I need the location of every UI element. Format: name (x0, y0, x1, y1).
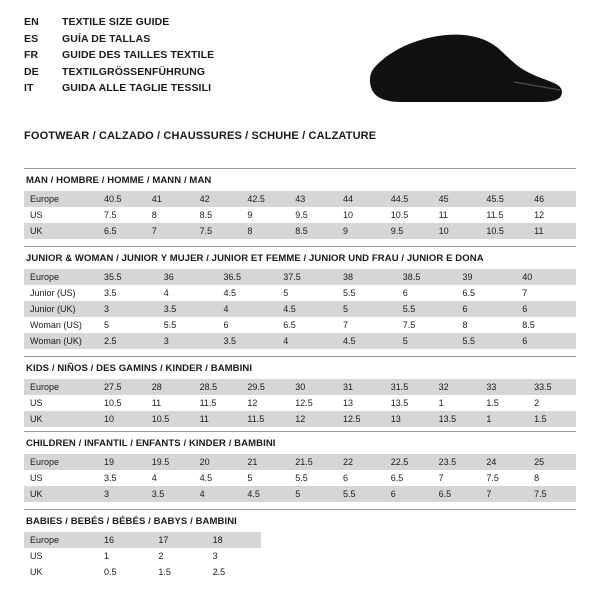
row-label: US (24, 395, 98, 411)
cell: 7.5 (480, 470, 528, 486)
row-label: UK (24, 223, 98, 239)
table-row (24, 333, 576, 349)
cell: 2.5 (98, 333, 158, 349)
language-title: TEXTILE SIZE GUIDE (62, 16, 170, 28)
cell: 1.5 (480, 395, 528, 411)
table-row (24, 411, 576, 427)
cell: 5 (98, 317, 158, 333)
cell: 1.5 (152, 564, 206, 580)
cell: 42.5 (241, 191, 289, 207)
table-row (24, 223, 576, 239)
category-heading: FOOTWEAR / CALZADO / CHAUSSURES / SCHUHE / CALZATURE (24, 130, 377, 142)
cell: 6.5 (385, 470, 433, 486)
cell: 4 (146, 470, 194, 486)
cell: 6 (516, 301, 576, 317)
cell: 38 (337, 269, 397, 285)
language-title-list (24, 14, 214, 97)
cell: 3.5 (98, 470, 146, 486)
cell: 4.5 (218, 285, 278, 301)
row-label: UK (24, 411, 98, 427)
cell: 44 (337, 191, 385, 207)
cell: 5.5 (337, 486, 385, 502)
cell: 18 (207, 532, 261, 548)
cell: 1.5 (528, 411, 576, 427)
cell: 9 (337, 223, 385, 239)
row-label: Woman (US) (24, 317, 98, 333)
cell: 45.5 (480, 191, 528, 207)
table-row (24, 532, 261, 548)
cell: 4 (277, 333, 337, 349)
cell: 7.5 (528, 486, 576, 502)
cell: 38.5 (397, 269, 457, 285)
cell: 4.5 (337, 333, 397, 349)
cell: 7.5 (98, 207, 146, 223)
cell: 5.5 (158, 317, 218, 333)
cell: 1 (433, 395, 481, 411)
cell: 7 (146, 223, 194, 239)
cell: 19.5 (146, 454, 194, 470)
cell: 6 (397, 285, 457, 301)
table-row (24, 285, 576, 301)
cell: 28.5 (194, 379, 242, 395)
language-code: IT (24, 82, 34, 94)
row-label: US (24, 548, 98, 564)
cell: 11 (433, 207, 481, 223)
cell: 2 (528, 395, 576, 411)
cell: 7.5 (194, 223, 242, 239)
table-row (24, 548, 261, 564)
cell: 7 (433, 470, 481, 486)
cell: 13 (385, 411, 433, 427)
cell: 28 (146, 379, 194, 395)
table-row (24, 379, 576, 395)
cell: 2.5 (207, 564, 261, 580)
section-title: KIDS / NIÑOS / DES GAMINS / KINDER / BAMBINI (24, 356, 576, 379)
cell: 1 (98, 548, 152, 564)
table-row (24, 207, 576, 223)
cell: 11 (194, 411, 242, 427)
language-title: GUÍA DE TALLAS (62, 32, 151, 45)
cell: 12.5 (337, 411, 385, 427)
cell: 6 (457, 301, 517, 317)
table-row (24, 301, 576, 317)
row-label: Junior (UK) (24, 301, 98, 317)
section-junior-woman (24, 246, 576, 349)
cell: 3 (98, 486, 146, 502)
cell: 10.5 (480, 223, 528, 239)
cell: 12 (528, 207, 576, 223)
cell: 4.5 (241, 486, 289, 502)
section-kids (24, 356, 576, 427)
cell: 6 (516, 333, 576, 349)
cell: 3.5 (146, 486, 194, 502)
cell: 10.5 (146, 411, 194, 427)
cell: 5 (241, 470, 289, 486)
language-title: GUIDA ALLE TAGLIE TESSILI (62, 82, 212, 94)
row-label: Europe (24, 379, 98, 395)
row-label: Europe (24, 269, 98, 285)
cell: 6.5 (433, 486, 481, 502)
cell: 6 (337, 470, 385, 486)
cell: 5.5 (289, 470, 337, 486)
table-row (24, 269, 576, 285)
cell: 22 (337, 454, 385, 470)
spacer (24, 502, 576, 509)
spacer (24, 349, 576, 356)
cell: 9.5 (385, 223, 433, 239)
cell: 6 (218, 317, 278, 333)
cell: 11.5 (241, 411, 289, 427)
language-code: ES (24, 32, 39, 45)
cell: 8.5 (516, 317, 576, 333)
language-row (24, 64, 214, 81)
row-label: Junior (US) (24, 285, 98, 301)
cell: 10.5 (385, 207, 433, 223)
cell: 8.5 (194, 207, 242, 223)
language-code: EN (24, 16, 39, 28)
cell: 5 (337, 301, 397, 317)
cell: 45 (433, 191, 481, 207)
cell: 5.5 (397, 301, 457, 317)
size-table-man (24, 191, 576, 239)
cell: 7 (516, 285, 576, 301)
cell: 6.5 (277, 317, 337, 333)
table-row (24, 395, 576, 411)
section-babies (24, 509, 576, 580)
language-code: FR (24, 49, 39, 61)
cell: 13 (337, 395, 385, 411)
language-row (24, 80, 214, 97)
cell: 31.5 (385, 379, 433, 395)
section-title: JUNIOR & WOMAN / JUNIOR Y MUJER / JUNIOR ET FEMME / JUNIOR UND FRAU / JUNIOR E DONA (24, 246, 576, 269)
cell: 35.5 (98, 269, 158, 285)
cell: 5 (289, 486, 337, 502)
cell: 36.5 (218, 269, 278, 285)
row-label: Europe (24, 532, 98, 548)
cell: 11.5 (480, 207, 528, 223)
cell: 39 (457, 269, 517, 285)
cell: 6.5 (98, 223, 146, 239)
cell: 29.5 (241, 379, 289, 395)
cell: 6.5 (457, 285, 517, 301)
cell: 12.5 (289, 395, 337, 411)
cell: 33 (480, 379, 528, 395)
cell: 22.5 (385, 454, 433, 470)
cell: 3.5 (158, 301, 218, 317)
cell: 40 (516, 269, 576, 285)
language-row (24, 47, 214, 64)
section-title: BABIES / BEBÉS / BÉBÉS / BABYS / BAMBINI (24, 509, 576, 532)
cell: 10.5 (98, 395, 146, 411)
cell: 24 (480, 454, 528, 470)
document-header (24, 14, 576, 116)
cell: 9 (241, 207, 289, 223)
language-title: GUIDE DES TAILLES TEXTILE (62, 49, 215, 61)
cell: 25 (528, 454, 576, 470)
cell: 6 (385, 486, 433, 502)
cell: 4.5 (277, 301, 337, 317)
row-label: UK (24, 564, 98, 580)
language-row (24, 14, 214, 31)
cell: 7 (337, 317, 397, 333)
table-row (24, 486, 576, 502)
size-table-children (24, 454, 576, 502)
size-table-kids (24, 379, 576, 427)
row-label: UK (24, 486, 98, 502)
cell: 13.5 (433, 411, 481, 427)
language-title: TEXTILGRÖSSENFÜHRUNG (62, 65, 206, 78)
cell: 4 (194, 486, 242, 502)
table-row (24, 191, 576, 207)
cell: 8 (146, 207, 194, 223)
cell: 36 (158, 269, 218, 285)
table-row (24, 470, 576, 486)
cell: 37.5 (277, 269, 337, 285)
size-table-junior-woman (24, 269, 576, 349)
dress-shoe-icon (364, 30, 564, 116)
cell: 4 (218, 301, 278, 317)
row-label: Europe (24, 454, 98, 470)
cell: 3 (98, 301, 158, 317)
cell: 4.5 (194, 470, 242, 486)
cell: 11 (528, 223, 576, 239)
cell: 8 (528, 470, 576, 486)
cell: 5.5 (337, 285, 397, 301)
row-label: US (24, 470, 98, 486)
cell: 23.5 (433, 454, 481, 470)
cell: 19 (98, 454, 146, 470)
cell: 10 (337, 207, 385, 223)
cell: 12 (241, 395, 289, 411)
language-row (24, 31, 214, 48)
cell: 17 (152, 532, 206, 548)
section-title: MAN / HOMBRE / HOMME / MANN / MAN (24, 168, 576, 191)
spacer (24, 239, 576, 246)
size-table-babies (24, 532, 261, 580)
cell: 10 (433, 223, 481, 239)
section-title: CHILDREN / INFANTIL / ENFANTS / KINDER / BAMBINI (24, 431, 576, 454)
cell: 4 (158, 285, 218, 301)
table-row (24, 564, 261, 580)
cell: 20 (194, 454, 242, 470)
table-row (24, 317, 576, 333)
cell: 43 (289, 191, 337, 207)
cell: 40.5 (98, 191, 146, 207)
cell: 10 (98, 411, 146, 427)
row-label: Europe (24, 191, 98, 207)
cell: 16 (98, 532, 152, 548)
cell: 44.5 (385, 191, 433, 207)
cell: 8 (457, 317, 517, 333)
cell: 5 (397, 333, 457, 349)
cell: 21.5 (289, 454, 337, 470)
section-man (24, 168, 576, 239)
cell: 5.5 (457, 333, 517, 349)
cell: 31 (337, 379, 385, 395)
cell: 41 (146, 191, 194, 207)
cell: 33.5 (528, 379, 576, 395)
cell: 3.5 (98, 285, 158, 301)
section-children (24, 431, 576, 502)
cell: 27.5 (98, 379, 146, 395)
cell: 11 (146, 395, 194, 411)
row-label: US (24, 207, 98, 223)
cell: 3.5 (218, 333, 278, 349)
cell: 32 (433, 379, 481, 395)
table-row (24, 454, 576, 470)
cell: 7.5 (397, 317, 457, 333)
cell: 2 (152, 548, 206, 564)
cell: 30 (289, 379, 337, 395)
cell: 5 (277, 285, 337, 301)
cell: 8.5 (289, 223, 337, 239)
cell: 12 (289, 411, 337, 427)
cell: 21 (241, 454, 289, 470)
cell: 13.5 (385, 395, 433, 411)
cell: 0.5 (98, 564, 152, 580)
language-code: DE (24, 65, 39, 78)
cell: 7 (480, 486, 528, 502)
cell: 42 (194, 191, 242, 207)
cell: 8 (241, 223, 289, 239)
row-label: Woman (UK) (24, 333, 98, 349)
cell: 1 (480, 411, 528, 427)
cell: 11.5 (194, 395, 242, 411)
cell: 3 (207, 548, 261, 564)
cell: 46 (528, 191, 576, 207)
cell: 9.5 (289, 207, 337, 223)
cell: 3 (158, 333, 218, 349)
